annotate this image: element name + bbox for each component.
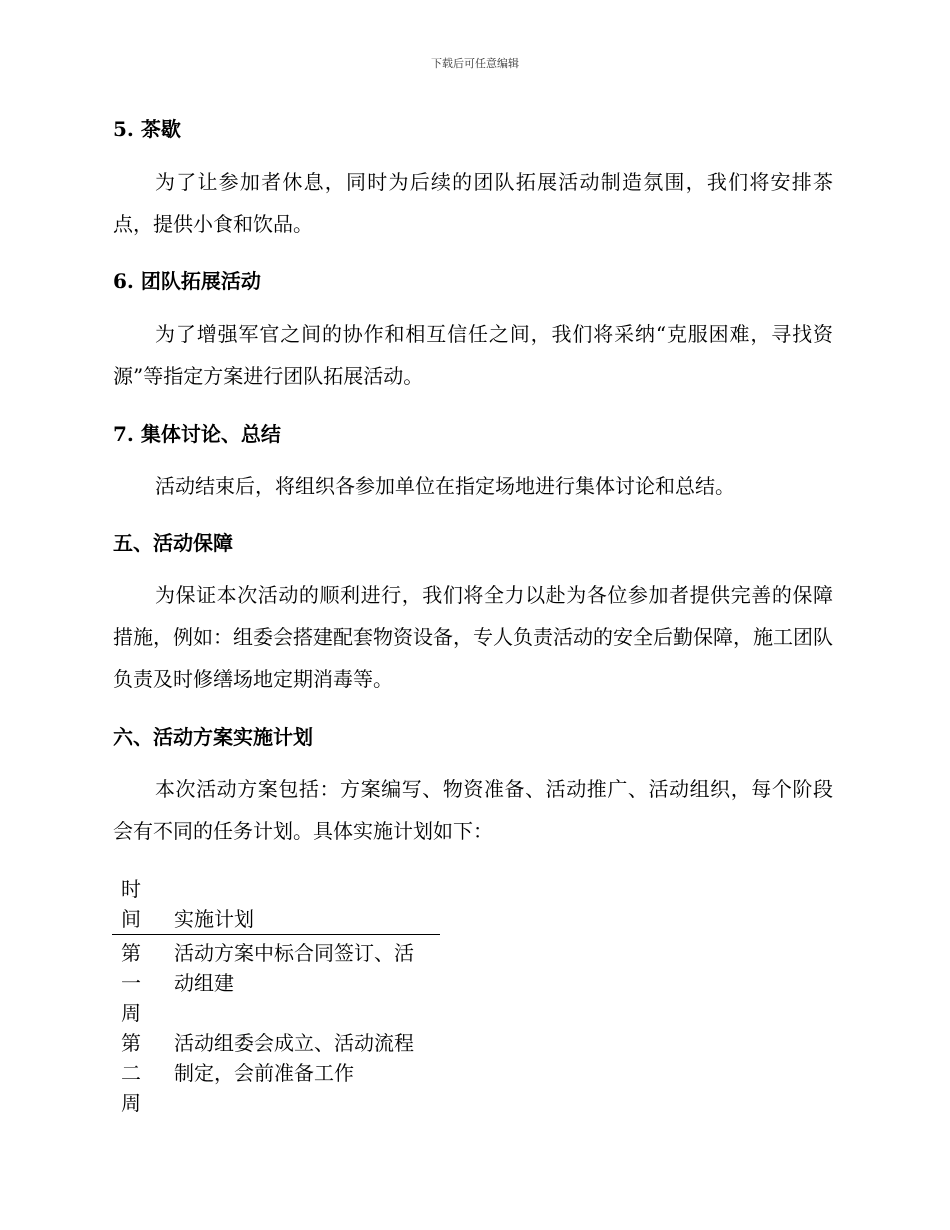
section-heading: 7. 集体讨论、总结 [113,422,281,446]
table-header-time: 时间 [121,877,141,931]
table-cell-plan: 活动组委会成立、活动流程制定，会前准备工作 [174,1031,414,1085]
table-cell-time: 第一周 [121,941,141,1025]
table-cell-time: 第二周 [121,1031,141,1115]
section-heading: 五、活动保障 [113,531,233,555]
table-header-rule [112,934,440,935]
section-heading: 5. 茶歇 [113,117,181,141]
section-paragraph: 本次活动方案包括：方案编写、物资准备、活动推广、活动组织，每个阶段会有不同的任务计划。具体实施计划如下： [113,777,833,843]
section-paragraph: 为了增强军官之间的协作和相互信任之间，我们将采纳“克服困难，寻找资源”等指定方案进行团队拓展活动。 [113,322,833,388]
section-paragraph: 活动结束后，将组织各参加单位在指定场地进行集体讨论和总结。 [155,474,735,498]
section-paragraph: 为了让参加者休息，同时为后续的团队拓展活动制造氛围，我们将安排茶点，提供小食和饮品。 [113,170,833,236]
page-header: 下载后可任意编辑 [431,57,519,70]
table-header-plan: 实施计划 [174,907,254,931]
table-cell-plan: 活动方案中标合同签订、活动组建 [174,941,414,995]
section-heading: 六、活动方案实施计划 [113,725,313,749]
section-heading: 6. 团队拓展活动 [113,269,261,293]
section-paragraph: 为保证本次活动的顺利进行，我们将全力以赴为各位参加者提供完善的保障措施，例如：组委会搭建配套物资设备，专人负责活动的安全后勤保障，施工团队负责及时修缮场地定期消毒等。 [113,583,833,691]
